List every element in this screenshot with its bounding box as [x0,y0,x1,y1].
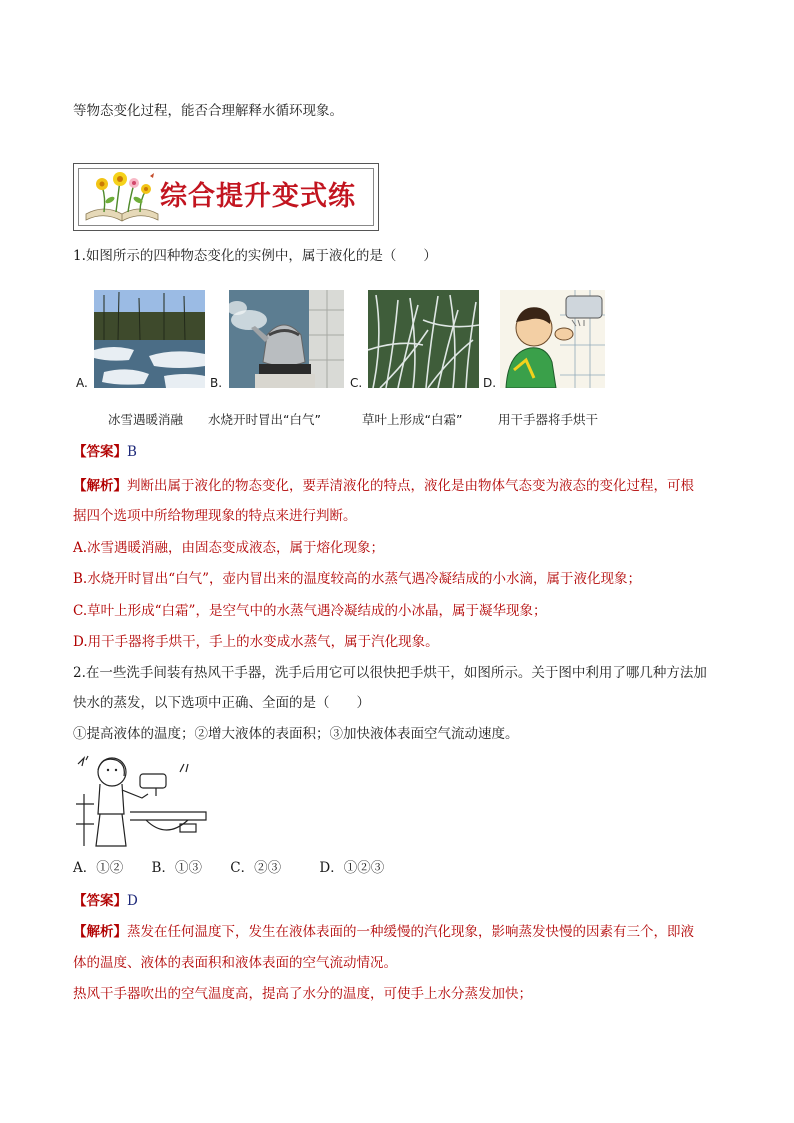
q2-analysis-line1 [73,922,694,942]
section-banner [73,163,379,231]
intro-text: 等物态变化过程，能否合理解释水循环现象。 [73,103,343,119]
frosted-grass-photo [368,290,479,388]
q2-analysis-text1: 蒸发在任何温度下，发生在液体表面的一种缓慢的汽化现象，影响蒸发快慢的因素有三个，即液 [127,924,694,940]
open-book-flowers-icon [82,170,162,226]
q2-option-c: C．②③ [230,860,282,876]
q2-option-b: B．①③ [151,860,202,876]
q1-stem: 1.如图所示的四种物态变化的实例中，属于液化的是（ ） [73,248,437,264]
q1-explanation-a: A.冰雪遇暖消融，由固态变成液态，属于熔化现象； [73,540,385,556]
handwashing-dryer-drawing [76,754,208,850]
q2-analysis-line3: 热风干手器吹出的空气温度高，提高了水分的温度，可使手上水分蒸发加快； [73,986,532,1002]
q1-answer-value: B [127,444,137,460]
q1-option-d-caption: 用干手器将手烘干 [498,412,599,427]
q1-explanation-c: C.草叶上形成“白霜”，是空气中的水蒸气遇冷凝结成的小冰晶，属于凝华现象； [73,603,547,619]
melting-snow-photo [94,290,205,388]
q2-stem-line2: 快水的蒸发，以下选项中正确、全面的是（ ） [73,695,370,711]
q2-conditions: ①提高液体的温度；②增大液体的表面积；③加快液体表面空气流动速度。 [73,726,519,742]
q1-analysis-label: 【解析】 [73,478,127,494]
q2-option-d: D．①②③ [319,860,385,876]
q1-analysis-line1 [73,476,694,496]
q2-option-a: A．①② [73,860,124,876]
q1-analysis-text1: 判断出属于液化的物态变化，要弄清液化的特点，液化是由物体气态变为液态的变化过程，可根 [127,478,694,494]
q1-option-b-letter: B. [210,376,223,390]
q2-analysis-label: 【解析】 [73,924,127,940]
q2-answer [73,891,138,911]
q1-option-d-letter: D. [483,376,497,390]
q2-answer-label: 【答案】 [73,893,127,909]
boiling-kettle-photo [229,290,344,388]
q2-stem-line1: 2.在一些洗手间装有热风干手器，洗手后用它可以很快把手烘干，如图所示。关于图中利用了哪几种方法加 [73,665,707,681]
q2-options [73,858,384,878]
hand-dryer-illustration [500,290,605,388]
q1-explanation-b: B.水烧开时冒出“白气”，壶内冒出来的温度较高的水蒸气遇冷凝结成的小水滴，属于液化现象； [73,571,642,587]
q1-answer-label: 【答案】 [73,444,127,460]
q1-option-c-letter: C. [350,376,363,390]
q1-option-a-caption: 冰雪遇暖消融 [108,412,184,427]
banner-title: 综合提升变式练 [160,181,356,212]
q2-analysis-line2: 体的温度、液体的表面积和液体表面的空气流动情况。 [73,955,397,971]
q1-explanation-d: D.用干手器将手烘干，手上的水变成水蒸气，属于汽化现象。 [73,634,439,650]
q1-answer [73,442,137,462]
q1-analysis-line2: 据四个选项中所给物理现象的特点来进行判断。 [73,508,357,524]
q2-answer-value: D [127,893,138,909]
q1-option-b-caption: 水烧开时冒出“白气” [208,412,321,427]
q1-option-a-letter: A. [76,376,88,390]
q1-option-c-caption: 草叶上形成“白霜” [362,412,463,427]
